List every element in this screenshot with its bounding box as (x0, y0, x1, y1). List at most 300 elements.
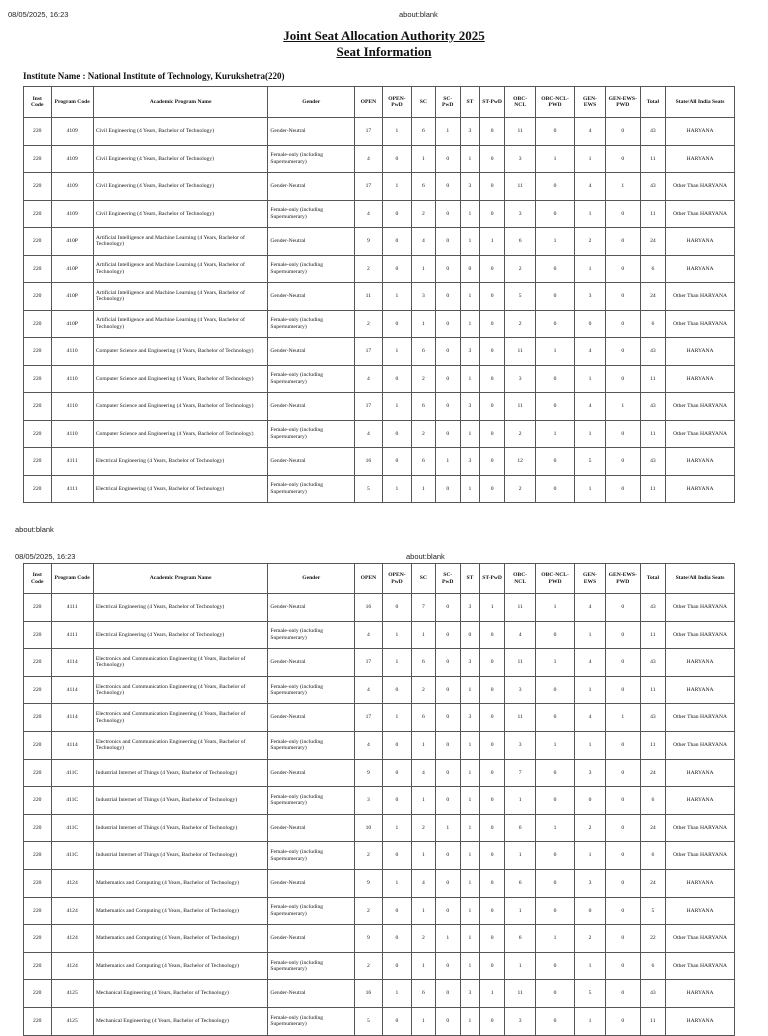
cell-program-code: 4111 (51, 448, 93, 476)
cell-open: 16 (355, 594, 383, 622)
cell-obc-ncl: 4 (505, 621, 536, 649)
cell-gen-ews: 1 (575, 842, 606, 870)
cell-inst-code: 220 (24, 925, 52, 953)
cell-state-seats: Other Than HARYANA (666, 173, 735, 201)
cell-state-seats: Other Than HARYANA (666, 310, 735, 338)
cell-inst-code: 220 (24, 475, 52, 503)
cell-gen-ews: 5 (575, 980, 606, 1008)
document-subtitle: Seat Information (336, 44, 432, 59)
cell-state-seats: Other Than HARYANA (666, 704, 735, 732)
column-header-inst-code: Inst Code (24, 87, 52, 118)
cell-sc: 1 (412, 255, 435, 283)
cell-obc-ncl: 5 (505, 283, 536, 311)
cell-sc: 1 (412, 897, 435, 925)
table-row (24, 228, 735, 256)
table-row (24, 980, 735, 1008)
cell-program-code: 4124 (51, 897, 93, 925)
cell-open: 4 (355, 676, 383, 704)
cell-state-seats: Other Than HARYANA (666, 925, 735, 953)
cell-open-pwd: 0 (382, 228, 412, 256)
cell-gen-ews: 0 (575, 897, 606, 925)
cell-open: 16 (355, 448, 383, 476)
cell-gen-ews-pwd: 1 (605, 393, 640, 421)
cell-sc: 1 (412, 787, 435, 815)
cell-open-pwd: 1 (382, 393, 412, 421)
cell-total: 22 (640, 925, 665, 953)
cell-st-pwd: 0 (479, 200, 504, 228)
column-header-sc-pwd: SC-PwD (435, 564, 460, 594)
cell-total: 43 (640, 118, 665, 146)
cell-st: 1 (460, 759, 479, 787)
cell-open: 3 (355, 787, 383, 815)
cell-gen-ews: 1 (575, 365, 606, 393)
cell-sc-pwd: 1 (435, 814, 460, 842)
cell-obc-ncl: 3 (505, 676, 536, 704)
cell-st: 1 (460, 420, 479, 448)
cell-open-pwd: 1 (382, 475, 412, 503)
cell-gen-ews-pwd: 0 (605, 310, 640, 338)
cell-st-pwd: 0 (479, 621, 504, 649)
cell-st: 1 (460, 1007, 479, 1035)
cell-total: 43 (640, 980, 665, 1008)
cell-sc-pwd: 0 (435, 621, 460, 649)
cell-state-seats: HARYANA (666, 118, 735, 146)
cell-sc: 6 (412, 118, 435, 146)
cell-inst-code: 220 (24, 759, 52, 787)
cell-program-name: Electronics and Communication Engineering (4 Years, Bachelor of Technology) (93, 704, 268, 732)
cell-open-pwd: 1 (382, 118, 412, 146)
cell-program-name: Artificial Intelligence and Machine Learning (4 Years, Bachelor of Technology) (93, 255, 268, 283)
cell-inst-code: 220 (24, 145, 52, 173)
cell-gen-ews-pwd: 0 (605, 787, 640, 815)
cell-st: 1 (460, 365, 479, 393)
cell-obc-ncl: 1 (505, 897, 536, 925)
cell-obc-ncl: 1 (505, 787, 536, 815)
cell-sc-pwd: 0 (435, 731, 460, 759)
cell-obc-ncl-pwd: 1 (536, 731, 575, 759)
cell-sc: 6 (412, 649, 435, 677)
page-footer-url: about:blank (15, 525, 54, 534)
cell-gen-ews: 0 (575, 310, 606, 338)
cell-state-seats: HARYANA (666, 897, 735, 925)
cell-sc-pwd: 0 (435, 255, 460, 283)
cell-state-seats: HARYANA (666, 365, 735, 393)
cell-gen-ews-pwd: 0 (605, 448, 640, 476)
cell-st: 1 (460, 475, 479, 503)
cell-gen-ews-pwd: 0 (605, 420, 640, 448)
cell-program-code: 4114 (51, 731, 93, 759)
cell-st-pwd: 0 (479, 897, 504, 925)
cell-sc: 2 (412, 365, 435, 393)
table-row (24, 145, 735, 173)
cell-gen-ews: 1 (575, 731, 606, 759)
cell-program-code: 4125 (51, 1007, 93, 1035)
cell-state-seats: HARYANA (666, 869, 735, 897)
cell-total: 24 (640, 283, 665, 311)
table-row (24, 255, 735, 283)
column-header-state-seats: State/All India Seats (666, 564, 735, 594)
cell-gender: Female-only (including Supernumerary) (268, 676, 355, 704)
table-row (24, 200, 735, 228)
cell-program-name: Electrical Engineering (4 Years, Bachelor of Technology) (93, 621, 268, 649)
print-timestamp-page2: 08/05/2025, 16:23 (15, 552, 76, 561)
cell-sc: 1 (412, 731, 435, 759)
cell-total: 11 (640, 731, 665, 759)
cell-sc-pwd: 0 (435, 338, 460, 366)
cell-open: 4 (355, 200, 383, 228)
cell-st: 1 (460, 200, 479, 228)
cell-obc-ncl-pwd: 0 (536, 704, 575, 732)
cell-open: 9 (355, 759, 383, 787)
cell-open-pwd: 0 (382, 594, 412, 622)
cell-st-pwd: 0 (479, 952, 504, 980)
cell-st-pwd: 0 (479, 310, 504, 338)
cell-obc-ncl: 11 (505, 173, 536, 201)
cell-total: 11 (640, 475, 665, 503)
cell-open-pwd: 1 (382, 649, 412, 677)
cell-obc-ncl-pwd: 0 (536, 200, 575, 228)
cell-program-code: 4114 (51, 704, 93, 732)
cell-gender: Female-only (including Supernumerary) (268, 842, 355, 870)
cell-gender: Female-only (including Supernumerary) (268, 255, 355, 283)
cell-gender: Female-only (including Supernumerary) (268, 952, 355, 980)
cell-state-seats: Other Than HARYANA (666, 814, 735, 842)
cell-inst-code: 220 (24, 731, 52, 759)
cell-gen-ews: 1 (575, 1007, 606, 1035)
cell-obc-ncl-pwd: 1 (536, 814, 575, 842)
cell-sc-pwd: 0 (435, 475, 460, 503)
cell-inst-code: 220 (24, 869, 52, 897)
cell-state-seats: Other Than HARYANA (666, 621, 735, 649)
cell-program-name: Mathematics and Computing (4 Years, Bachelor of Technology) (93, 869, 268, 897)
cell-gen-ews: 3 (575, 283, 606, 311)
cell-open-pwd: 0 (382, 731, 412, 759)
cell-state-seats: Other Than HARYANA (666, 420, 735, 448)
cell-program-name: Computer Science and Engineering (4 Years, Bachelor of Technology) (93, 393, 268, 421)
cell-total: 11 (640, 621, 665, 649)
cell-inst-code: 220 (24, 1007, 52, 1035)
cell-gen-ews-pwd: 0 (605, 980, 640, 1008)
cell-obc-ncl: 2 (505, 310, 536, 338)
cell-gen-ews-pwd: 1 (605, 173, 640, 201)
table-row (24, 925, 735, 953)
cell-st: 3 (460, 393, 479, 421)
cell-open: 17 (355, 393, 383, 421)
table-row (24, 814, 735, 842)
cell-open: 2 (355, 897, 383, 925)
cell-open: 17 (355, 704, 383, 732)
cell-gen-ews: 2 (575, 925, 606, 953)
cell-open-pwd: 1 (382, 704, 412, 732)
cell-st-pwd: 0 (479, 475, 504, 503)
cell-state-seats: Other Than HARYANA (666, 200, 735, 228)
cell-state-seats: HARYANA (666, 475, 735, 503)
column-header-program-name: Academic Program Name (93, 564, 268, 594)
cell-program-name: Computer Science and Engineering (4 Years, Bachelor of Technology) (93, 365, 268, 393)
print-url-page2: about:blank (406, 552, 445, 561)
cell-obc-ncl: 11 (505, 980, 536, 1008)
cell-gen-ews-pwd: 0 (605, 925, 640, 953)
cell-st-pwd: 0 (479, 787, 504, 815)
column-header-open-pwd: OPEN-PwD (382, 87, 412, 118)
cell-inst-code: 220 (24, 338, 52, 366)
cell-total: 6 (640, 310, 665, 338)
cell-st: 1 (460, 283, 479, 311)
table-row (24, 448, 735, 476)
institute-name: Institute Name : National Institute of Technology, Kurukshetra(220) (23, 71, 285, 81)
cell-gender: Gender-Neutral (268, 704, 355, 732)
cell-gender: Female-only (including Supernumerary) (268, 365, 355, 393)
cell-sc-pwd: 0 (435, 842, 460, 870)
cell-st: 1 (460, 145, 479, 173)
cell-state-seats: HARYANA (666, 676, 735, 704)
cell-program-name: Artificial Intelligence and Machine Learning (4 Years, Bachelor of Technology) (93, 310, 268, 338)
cell-open-pwd: 0 (382, 925, 412, 953)
cell-sc: 1 (412, 1007, 435, 1035)
cell-obc-ncl: 6 (505, 228, 536, 256)
column-header-inst-code: Inst Code (24, 564, 52, 594)
cell-total: 43 (640, 594, 665, 622)
cell-program-code: 411C (51, 814, 93, 842)
cell-st: 0 (460, 255, 479, 283)
cell-open: 9 (355, 925, 383, 953)
cell-program-code: 411C (51, 787, 93, 815)
table-row (24, 704, 735, 732)
cell-open-pwd: 0 (382, 255, 412, 283)
cell-gen-ews: 3 (575, 759, 606, 787)
column-header-gen-ews-pwd: GEN-EWS-PWD (605, 564, 640, 594)
cell-inst-code: 220 (24, 787, 52, 815)
table-row (24, 621, 735, 649)
cell-st-pwd: 0 (479, 338, 504, 366)
cell-total: 6 (640, 952, 665, 980)
cell-gender: Gender-Neutral (268, 869, 355, 897)
cell-gender: Gender-Neutral (268, 338, 355, 366)
cell-total: 43 (640, 338, 665, 366)
cell-sc: 6 (412, 393, 435, 421)
cell-obc-ncl: 2 (505, 255, 536, 283)
cell-open: 5 (355, 1007, 383, 1035)
cell-obc-ncl-pwd: 1 (536, 925, 575, 953)
column-header-program-code: Program Code (51, 87, 93, 118)
cell-gen-ews-pwd: 0 (605, 621, 640, 649)
cell-open: 4 (355, 145, 383, 173)
cell-program-code: 410P (51, 255, 93, 283)
cell-st-pwd: 0 (479, 393, 504, 421)
column-header-program-code: Program Code (51, 564, 93, 594)
cell-sc: 2 (412, 814, 435, 842)
cell-gen-ews-pwd: 0 (605, 676, 640, 704)
cell-st: 3 (460, 448, 479, 476)
cell-obc-ncl-pwd: 0 (536, 759, 575, 787)
cell-inst-code: 220 (24, 594, 52, 622)
column-header-open: OPEN (355, 564, 383, 594)
cell-gen-ews: 1 (575, 952, 606, 980)
cell-program-name: Industrial Internet of Things (4 Years, Bachelor of Technology) (93, 814, 268, 842)
column-header-obc-ncl-pwd: OBC-NCL-PWD (536, 564, 575, 594)
cell-st-pwd: 0 (479, 420, 504, 448)
cell-state-seats: Other Than HARYANA (666, 842, 735, 870)
cell-gender: Gender-Neutral (268, 980, 355, 1008)
cell-program-name: Electrical Engineering (4 Years, Bachelor of Technology) (93, 594, 268, 622)
cell-obc-ncl-pwd: 0 (536, 118, 575, 146)
cell-inst-code: 220 (24, 283, 52, 311)
cell-obc-ncl-pwd: 0 (536, 310, 575, 338)
cell-state-seats: HARYANA (666, 145, 735, 173)
cell-obc-ncl: 2 (505, 475, 536, 503)
cell-program-name: Artificial Intelligence and Machine Learning (4 Years, Bachelor of Technology) (93, 228, 268, 256)
cell-state-seats: HARYANA (666, 228, 735, 256)
cell-sc-pwd: 0 (435, 676, 460, 704)
cell-st: 0 (460, 621, 479, 649)
cell-program-code: 4110 (51, 365, 93, 393)
column-header-st-pwd: ST-PwD (479, 87, 504, 118)
cell-sc-pwd: 0 (435, 897, 460, 925)
cell-program-name: Electronics and Communication Engineering (4 Years, Bachelor of Technology) (93, 731, 268, 759)
cell-obc-ncl-pwd: 1 (536, 420, 575, 448)
cell-program-name: Industrial Internet of Things (4 Years, Bachelor of Technology) (93, 842, 268, 870)
cell-gender: Female-only (including Supernumerary) (268, 310, 355, 338)
cell-obc-ncl-pwd: 0 (536, 173, 575, 201)
cell-obc-ncl: 11 (505, 118, 536, 146)
cell-state-seats: HARYANA (666, 1007, 735, 1035)
column-header-obc-ncl-pwd: OBC-NCL-PWD (536, 87, 575, 118)
cell-st: 1 (460, 814, 479, 842)
cell-st: 3 (460, 649, 479, 677)
column-header-st: ST (460, 564, 479, 594)
cell-obc-ncl-pwd: 0 (536, 283, 575, 311)
cell-gender: Female-only (including Supernumerary) (268, 145, 355, 173)
cell-program-code: 411C (51, 842, 93, 870)
cell-open-pwd: 0 (382, 1007, 412, 1035)
column-header-open-pwd: OPEN-PwD (382, 564, 412, 594)
column-header-gender: Gender (268, 87, 355, 118)
table-row (24, 393, 735, 421)
cell-inst-code: 220 (24, 200, 52, 228)
cell-sc: 2 (412, 676, 435, 704)
cell-st: 1 (460, 925, 479, 953)
cell-obc-ncl-pwd: 1 (536, 594, 575, 622)
cell-obc-ncl-pwd: 1 (536, 228, 575, 256)
cell-st: 1 (460, 869, 479, 897)
cell-program-code: 410P (51, 310, 93, 338)
cell-st-pwd: 0 (479, 731, 504, 759)
cell-inst-code: 220 (24, 676, 52, 704)
print-url: about:blank (399, 10, 438, 19)
cell-open-pwd: 0 (382, 365, 412, 393)
cell-sc: 4 (412, 759, 435, 787)
column-header-total: Total (640, 564, 665, 594)
cell-inst-code: 220 (24, 448, 52, 476)
cell-program-code: 4114 (51, 649, 93, 677)
cell-obc-ncl: 3 (505, 145, 536, 173)
cell-obc-ncl: 3 (505, 365, 536, 393)
cell-sc-pwd: 0 (435, 283, 460, 311)
cell-gen-ews: 1 (575, 621, 606, 649)
column-header-gen-ews: GEN-EWS (575, 564, 606, 594)
cell-program-code: 410P (51, 283, 93, 311)
cell-gen-ews-pwd: 0 (605, 1007, 640, 1035)
cell-sc: 1 (412, 310, 435, 338)
cell-open-pwd: 0 (382, 759, 412, 787)
cell-gender: Female-only (including Supernumerary) (268, 200, 355, 228)
cell-sc-pwd: 0 (435, 365, 460, 393)
cell-sc: 3 (412, 283, 435, 311)
cell-state-seats: Other Than HARYANA (666, 283, 735, 311)
cell-obc-ncl-pwd: 0 (536, 897, 575, 925)
cell-obc-ncl-pwd: 0 (536, 869, 575, 897)
cell-state-seats: HARYANA (666, 448, 735, 476)
cell-st: 1 (460, 842, 479, 870)
table-row (24, 310, 735, 338)
cell-sc: 6 (412, 338, 435, 366)
seat-table-page1 (23, 86, 735, 503)
cell-st-pwd: 0 (479, 145, 504, 173)
cell-open-pwd: 0 (382, 676, 412, 704)
cell-st: 3 (460, 118, 479, 146)
cell-st-pwd: 0 (479, 925, 504, 953)
cell-gender: Gender-Neutral (268, 925, 355, 953)
cell-sc-pwd: 1 (435, 448, 460, 476)
cell-gen-ews: 2 (575, 814, 606, 842)
cell-gen-ews-pwd: 0 (605, 283, 640, 311)
column-header-program-name: Academic Program Name (93, 87, 268, 118)
cell-sc-pwd: 0 (435, 759, 460, 787)
cell-st: 3 (460, 338, 479, 366)
cell-open-pwd: 0 (382, 952, 412, 980)
cell-sc-pwd: 0 (435, 393, 460, 421)
cell-program-code: 4111 (51, 594, 93, 622)
cell-inst-code: 220 (24, 704, 52, 732)
cell-sc: 4 (412, 228, 435, 256)
cell-gen-ews: 1 (575, 420, 606, 448)
cell-gen-ews: 5 (575, 448, 606, 476)
cell-gen-ews-pwd: 0 (605, 365, 640, 393)
cell-obc-ncl-pwd: 0 (536, 980, 575, 1008)
cell-inst-code: 220 (24, 393, 52, 421)
cell-sc-pwd: 0 (435, 649, 460, 677)
cell-st-pwd: 0 (479, 365, 504, 393)
cell-total: 43 (640, 448, 665, 476)
cell-sc: 1 (412, 145, 435, 173)
cell-gender: Female-only (including Supernumerary) (268, 731, 355, 759)
cell-gender: Female-only (including Supernumerary) (268, 420, 355, 448)
cell-sc-pwd: 0 (435, 200, 460, 228)
cell-open-pwd: 0 (382, 842, 412, 870)
cell-st-pwd: 0 (479, 173, 504, 201)
cell-sc: 7 (412, 594, 435, 622)
cell-program-name: Mechanical Engineering (4 Years, Bachelor of Technology) (93, 1007, 268, 1035)
cell-sc: 2 (412, 420, 435, 448)
cell-program-name: Industrial Internet of Things (4 Years, Bachelor of Technology) (93, 787, 268, 815)
cell-obc-ncl: 11 (505, 649, 536, 677)
cell-program-name: Computer Science and Engineering (4 Years, Bachelor of Technology) (93, 420, 268, 448)
cell-total: 11 (640, 145, 665, 173)
cell-program-name: Industrial Internet of Things (4 Years, Bachelor of Technology) (93, 759, 268, 787)
column-header-obc-ncl: OBC-NCL (505, 87, 536, 118)
cell-program-code: 4110 (51, 420, 93, 448)
cell-gen-ews: 2 (575, 228, 606, 256)
cell-obc-ncl-pwd: 0 (536, 621, 575, 649)
cell-st-pwd: 0 (479, 255, 504, 283)
cell-sc-pwd: 0 (435, 145, 460, 173)
cell-open: 2 (355, 842, 383, 870)
cell-gender: Gender-Neutral (268, 393, 355, 421)
cell-total: 43 (640, 649, 665, 677)
table-body (24, 118, 735, 503)
cell-gender: Female-only (including Supernumerary) (268, 897, 355, 925)
cell-sc-pwd: 1 (435, 118, 460, 146)
